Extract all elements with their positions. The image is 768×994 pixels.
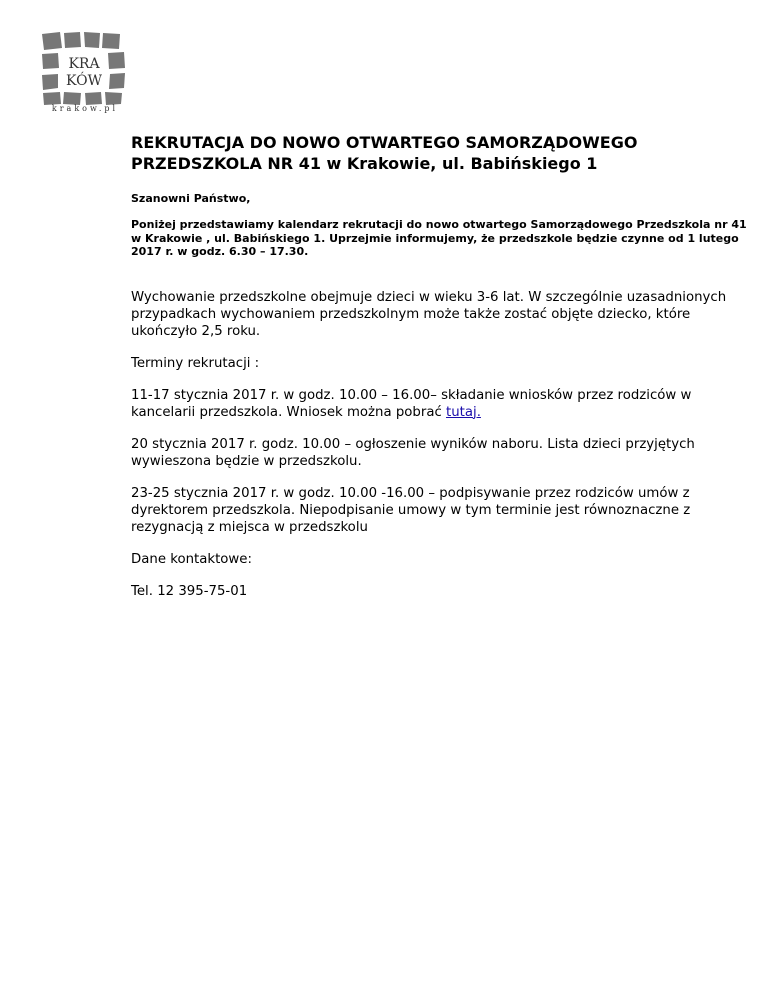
paragraph-application-dates — [131, 387, 751, 421]
paragraph-recruitment-heading: Terminy rekrutacji : — [131, 355, 260, 371]
logo-text-top: KRA — [68, 56, 100, 72]
greeting: Szanowni Państwo, — [131, 192, 251, 205]
logo-mosaic — [40, 30, 130, 106]
paragraph-contact-heading: Dane kontaktowe: — [131, 551, 252, 567]
intro-paragraph: Poniżej przedstawiamy kalendarz rekrutacji do nowo otwartego Samorządowego Przedszkola nr 41 w Krakowie , ul. Babińskiego 1. Uprzejmie informujemy, że przedszkole będzie czynne od 1 lutego 2017 r. w godz. 6.30 – 17.30. — [131, 218, 747, 258]
logo-caption: krakow.pl — [51, 104, 119, 113]
paragraph-phone: Tel. 12 395-75-01 — [131, 583, 248, 599]
paragraph-contract-dates: 23-25 stycznia 2017 r. w godz. 10.00 -16.00 – podpisywanie przez rodziców umów z dyrektorem przedszkola. Niepodpisanie umowy w tym terminie jest równoznaczne z rezygnacją z miejsca w przedszkolu — [131, 485, 691, 535]
document-body — [131, 132, 751, 600]
download-form-link[interactable]: tutaj. — [446, 404, 481, 420]
application-dates-text: 11-17 stycznia 2017 r. w godz. 10.00 – 16.00– składanie wniosków przez rodziców w kancelarii przedszkola. Wniosek można pobrać — [131, 387, 692, 420]
paragraph-age-info: Wychowanie przedszkolne obejmuje dzieci w wieku 3-6 lat. W szczególnie uzasadnionych przypadkach wychowaniem przedszkolnym może także zostać objęte dziecko, które ukończyło 2,5 roku. — [131, 289, 727, 339]
logo-text-bottom: KÓW — [66, 73, 102, 89]
page-title: REKRUTACJA DO NOWO OTWARTEGO SAMORZĄDOWEGO PRZEDSZKOLA NR 41 w Krakowie, ul. Babińskiego 1 — [131, 133, 638, 173]
paragraph-results-date: 20 stycznia 2017 r. godz. 10.00 – ogłoszenie wyników naboru. Lista dzieci przyjętych wywieszona będzie w przedszkolu. — [131, 436, 695, 469]
